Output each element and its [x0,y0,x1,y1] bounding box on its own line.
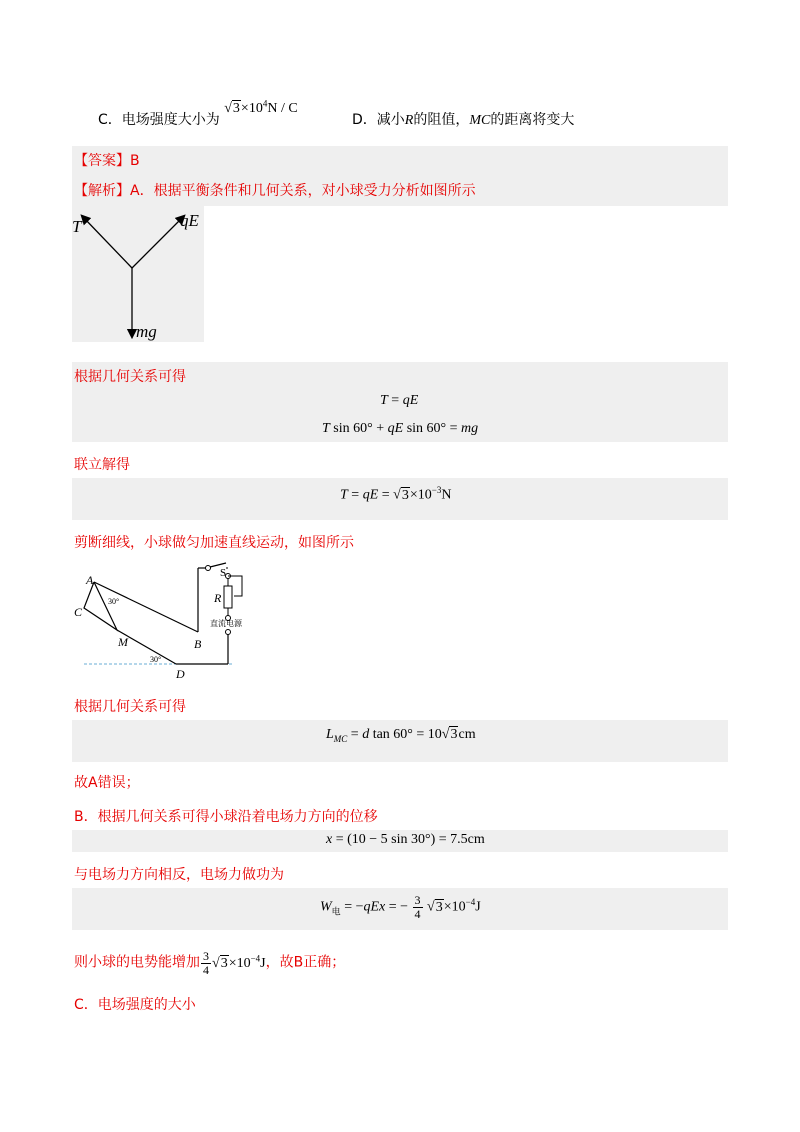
equation-4: $L_{MC} = d$ tan 60° = 10√3cm [326,727,476,744]
equation-6: $W_电 = -qEx$ = − $\frac{3}{4}$ $√3\times 10^{-4}J$ [320,893,481,921]
line1: 根据几何关系可得 [74,369,186,385]
line8 [74,950,345,977]
equation-3: T = qE = $√3\times 10^{-3}N$ [340,485,452,503]
line8-formula: $\frac{3}{4}$ $√3\times 10^{-4}J$ [203,949,266,977]
tension-label: T [72,217,82,236]
label-a: A [86,573,94,587]
label-c: C [74,605,83,619]
gravity-label: mg [136,322,157,341]
answer-tag: 【答案】 [74,153,130,169]
label-source: 直流电源 [210,619,242,628]
line9: C．电场强度的大小 [74,997,196,1013]
electric-force-arrow [132,218,182,268]
line2: 联立解得 [74,457,130,473]
equation-1: T = qE [380,393,419,408]
force-diagram [72,206,204,342]
electric-label: qE [180,211,199,230]
label-b: B [194,637,202,651]
angle-label-2: 30° [150,655,162,664]
force-diagram-svg [72,206,204,342]
line6: B．根据几何关系可得小球沿着电场力方向的位移 [74,809,378,825]
option-c [98,98,298,129]
terminal-3 [226,630,231,635]
analysis-line [74,180,476,200]
line5: 故A错误； [74,775,140,791]
answer-line [74,150,140,170]
equation-5: x = (10 − 5 sin 30°) = 7.5cm [326,832,485,847]
label-m: M [118,635,128,649]
tension-arrow [84,218,132,268]
line7: 与电场力方向相反，电场力做功为 [74,867,284,883]
line4: 根据几何关系可得 [74,699,186,715]
option-d-var-mc: MC [469,113,491,128]
option-d-var-r: R [404,113,414,128]
label-d: D [176,667,185,680]
angle-label-1: 30° [108,597,120,606]
line8-pre: 则小球的电势能增加 [74,954,200,971]
triangle-acm [84,582,120,630]
analysis-text: A．根据平衡条件和几何关系，对小球受力分析如图所示 [130,183,476,199]
option-d-mid: 的阻值， [413,112,470,128]
resistor-r [224,586,232,608]
option-d-label: D．减小 [352,112,405,128]
line8-post: ，故B正确； [265,954,346,971]
label-r: R [214,591,222,605]
option-c-label: C．电场强度大小为 [98,112,220,128]
circuit-diagram [72,556,260,680]
analysis-tag: 【解析】 [74,183,130,199]
answer-value: B [130,153,140,169]
label-s: S [220,567,227,579]
line3: 剪断细线，小球做匀加速直线运动，如图所示 [74,535,354,551]
option-d-end: 的距离将变大 [490,112,575,128]
circuit-svg [72,556,260,680]
option-d [352,109,574,129]
equation-2: T sin 60° + qE sin 60° = mg [322,421,479,436]
option-c-formula: $√3\times 10^4N / C$ [224,98,298,116]
switch-contact [206,566,211,571]
